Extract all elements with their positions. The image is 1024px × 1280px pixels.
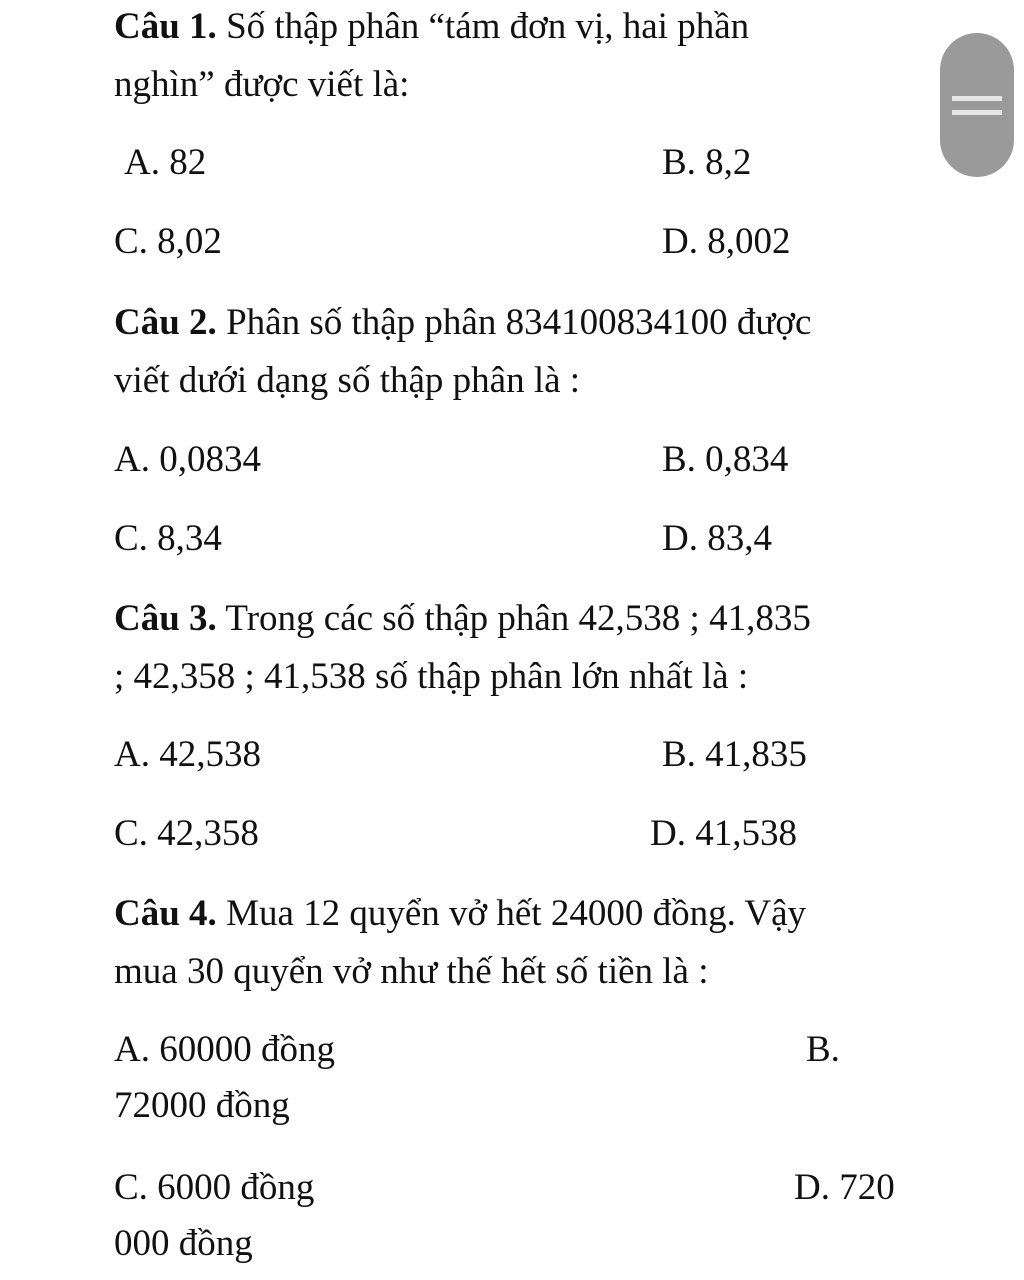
question-2-line-1: [114, 294, 914, 352]
drag-handle-bar-top: [952, 96, 1002, 101]
question-2-option-a: A. 0,0834: [114, 439, 261, 480]
question-3-line-2: ; 42,358 ; 41,538 số thập phân lớn nhất là :: [114, 656, 749, 697]
question-1-label: Câu 1.: [114, 6, 217, 47]
question-3-option-c: C. 42,358: [114, 813, 259, 854]
question-1-option-b: B. 8,2: [662, 142, 752, 183]
scroll-handle[interactable]: [940, 33, 1014, 177]
question-3-line-1: [114, 590, 914, 648]
question-2-option-d: D. 83,4: [662, 518, 772, 559]
question-4-option-b-continued: 72000 đồng: [114, 1085, 290, 1126]
question-2-text: Phân số thập phân 834100834100 được: [216, 302, 812, 343]
question-4-line-2: mua 30 quyển vở như thế hết số tiền là :: [114, 951, 709, 992]
drag-handle-bar-bottom: [952, 110, 1002, 115]
question-1-text: Số thập phân “tám đơn vị, hai phần: [216, 6, 750, 47]
question-4-option-d: D. 720: [794, 1167, 895, 1208]
question-2-label: Câu 2.: [114, 302, 217, 343]
question-1-line-1: [114, 0, 914, 56]
question-1-option-a: A. 82: [124, 142, 207, 183]
question-2-option-b: B. 0,834: [662, 439, 789, 480]
question-2-line-2: viết dưới dạng số thập phân là :: [114, 360, 581, 401]
question-4-option-a: A. 60000 đồng: [114, 1029, 335, 1070]
question-3-label: Câu 3.: [114, 598, 217, 639]
question-1-line-2: nghìn” được viết là:: [114, 64, 410, 105]
question-1-option-d: D. 8,002: [662, 221, 791, 262]
question-4-text: Mua 12 quyển vở hết 24000 đồng. Vậy: [216, 893, 807, 934]
question-4-option-c: C. 6000 đồng: [114, 1167, 315, 1208]
question-3-text: Trong các số thập phân 42,538 ; 41,835: [216, 598, 811, 639]
question-4-line-1: [114, 885, 914, 943]
question-2-option-c: C. 8,34: [114, 518, 222, 559]
question-4-option-d-continued: 000 đồng: [114, 1223, 253, 1264]
question-4-option-b: B.: [806, 1029, 840, 1070]
question-3-option-b: B. 41,835: [662, 734, 807, 775]
question-3-option-a: A. 42,538: [114, 734, 261, 775]
question-4-label: Câu 4.: [114, 893, 217, 934]
question-1-option-c: C. 8,02: [114, 221, 222, 262]
question-3-option-d: D. 41,538: [650, 813, 797, 854]
